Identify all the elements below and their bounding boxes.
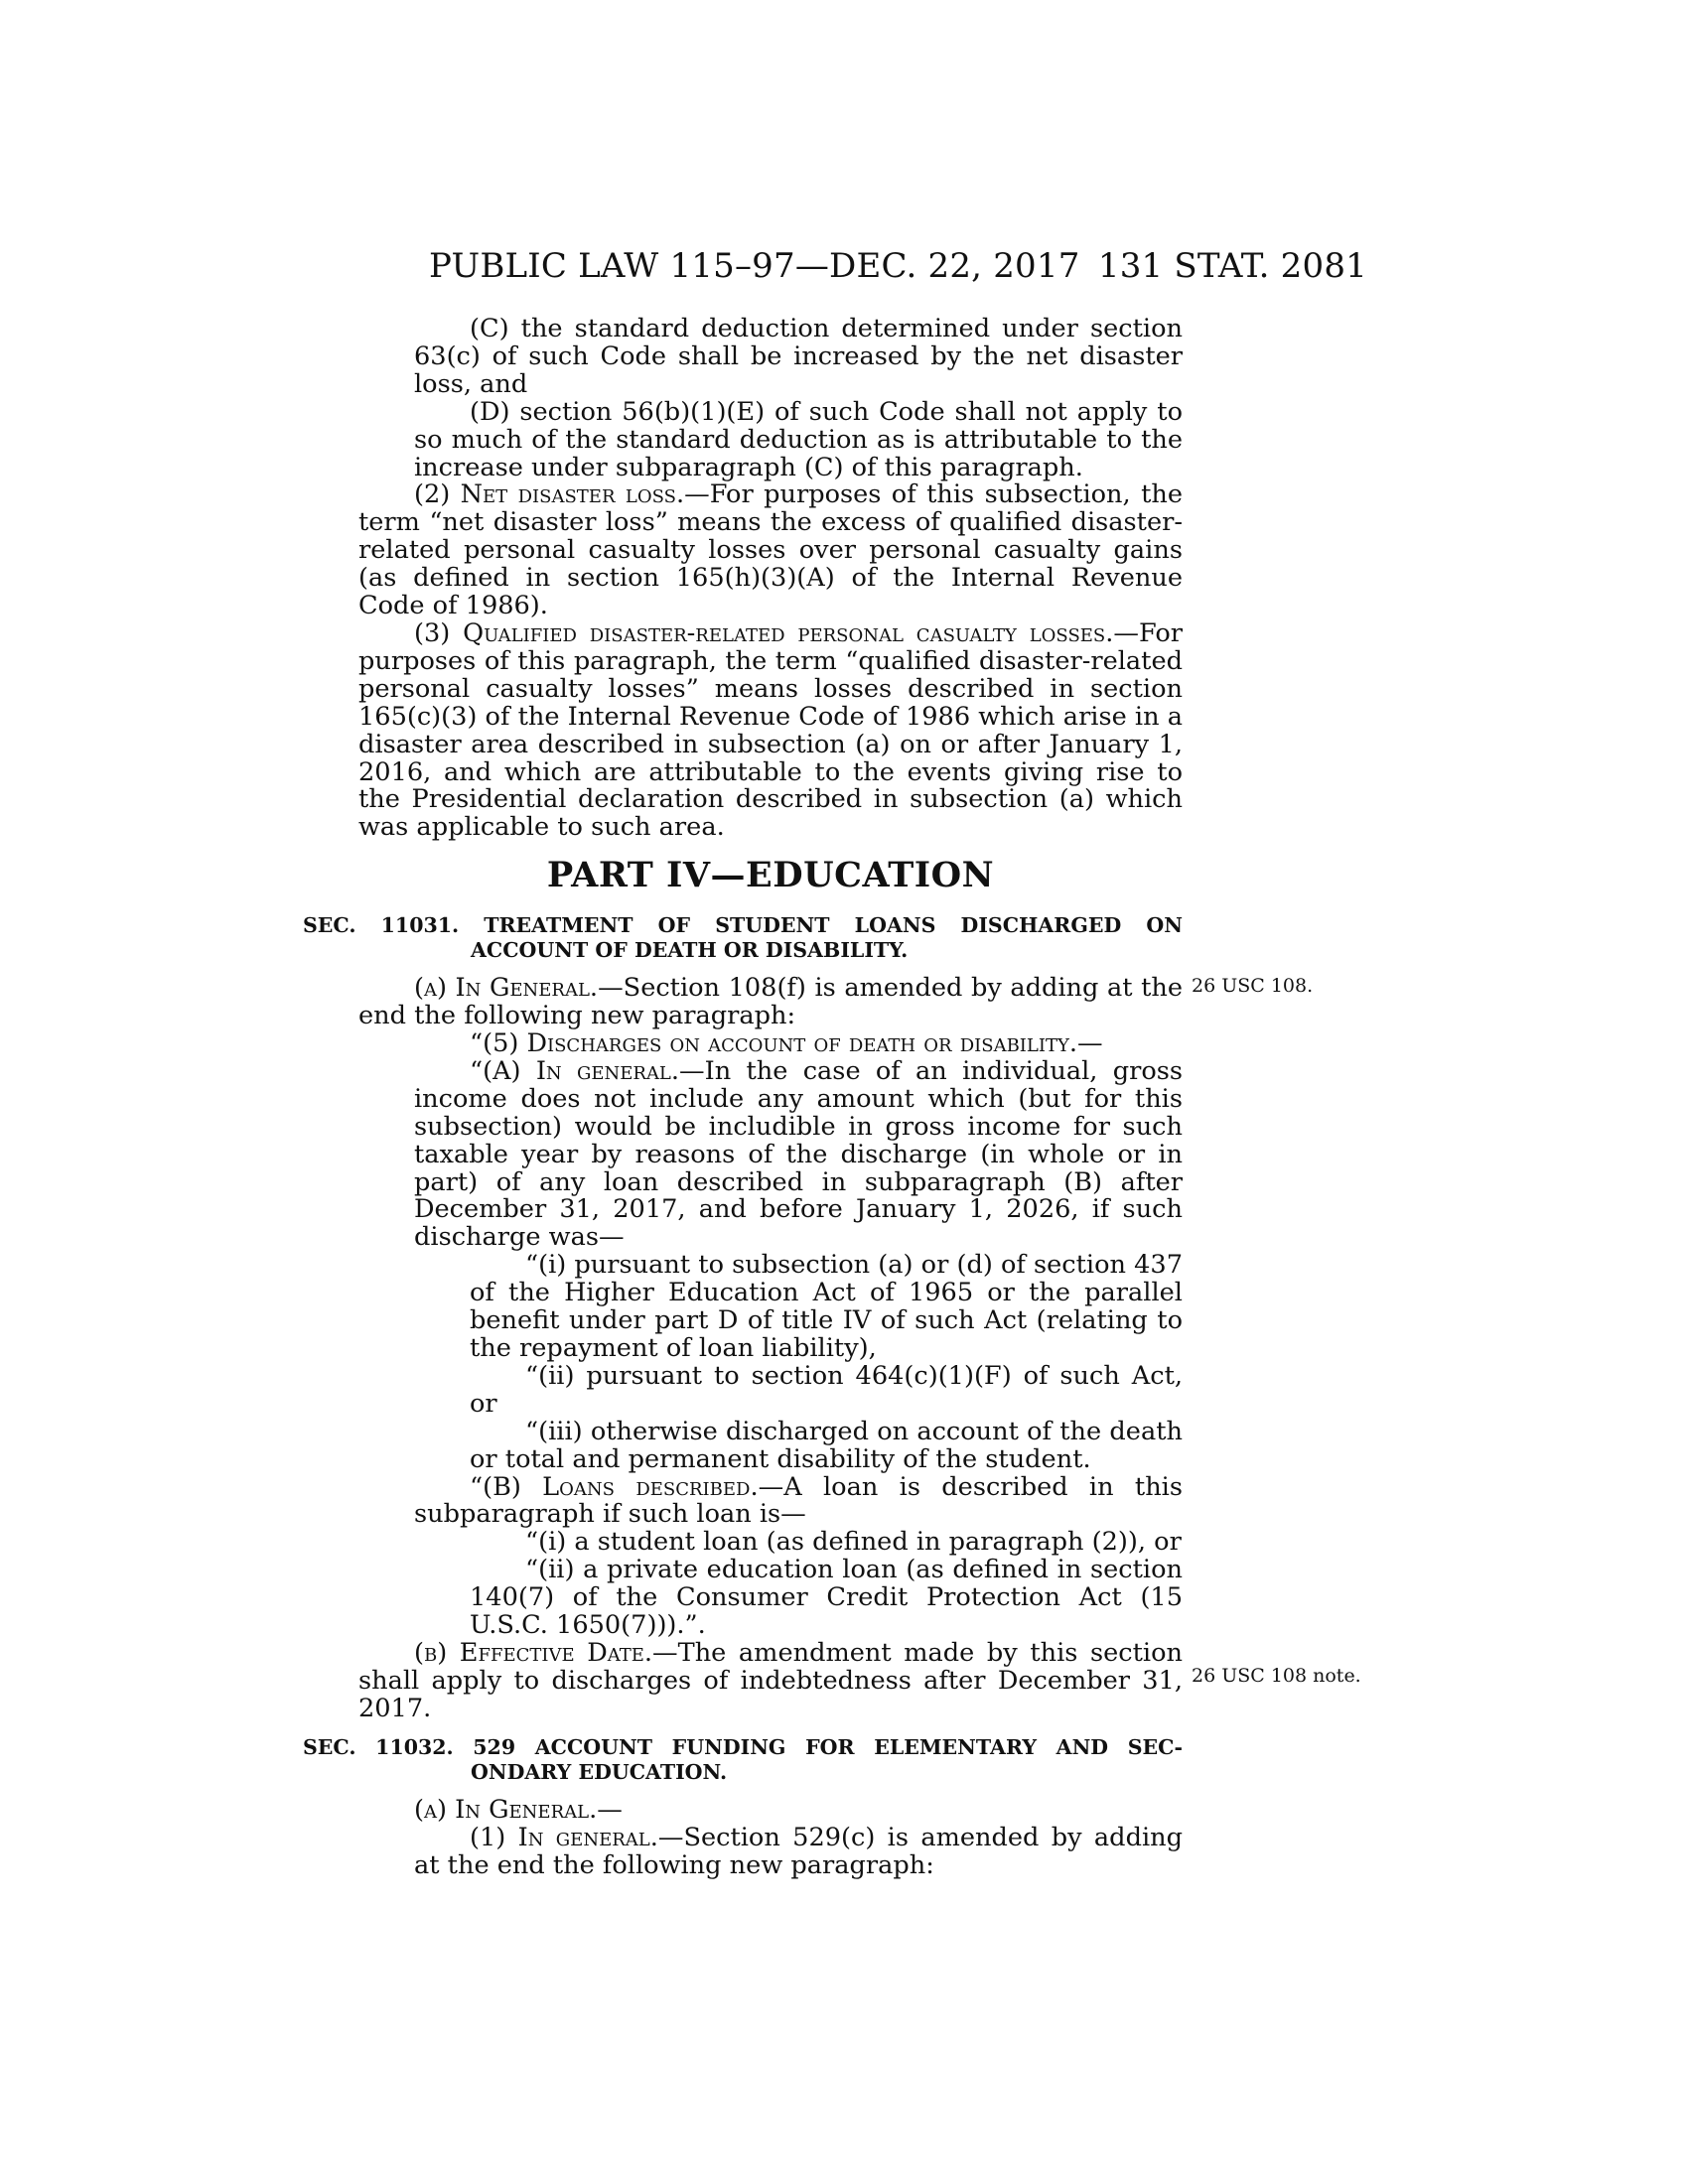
main-text-column: [303, 314, 1184, 1880]
subsection-a-text: —Section 108(f) is amended by adding at the end the following new paragraph:: [358, 973, 1183, 1031]
subsection-b-text: —The amendment made by this section shall apply to discharges of indebtedness after December 31, 2017.: [358, 1637, 1183, 1723]
running-header-title: PUBLIC LAW 115–97—DEC. 22, 2017: [429, 246, 1080, 286]
section-11031-heading-line-1: SEC. 11031. TREATMENT OF STUDENT LOANS DISCHARGED ON: [303, 913, 1183, 938]
section-11031-heading-line-2: ACCOUNT OF DEATH OR DISABILITY.: [471, 938, 909, 963]
section-11032-paragraph-1-text: —Section 529(c) is amended by adding at the end the following new paragraph:: [414, 1822, 1183, 1880]
subsection-b-effective-date: [358, 1637, 1183, 1723]
quoted-subparagraph-b: [414, 1471, 1184, 1530]
quoted-subparagraph-a-text: —In the case of an individual, gross income does not include any amount which (but for this subsection) would be includible in gross income for such taxable year by reasons of the discharge (in whole or in part) of any loan described in subparagraph (B) after December 31, 2017, and before January 1, 2026, if such discharge was—: [414, 1055, 1183, 1253]
quoted-clause-ii: “(ii) pursuant to section 464(c)(1)(F) of such Act, or: [470, 1360, 1183, 1419]
paragraph-2-net-disaster-loss: [358, 481, 1183, 620]
paragraph-3-qualified-losses: [358, 617, 1183, 843]
margin-note-26-usc-108: 26 USC 108.: [1192, 975, 1314, 997]
quoted-paragraph-5: [414, 1030, 1183, 1058]
section-11031-heading: [303, 913, 1183, 963]
quoted-paragraph-5-dash: —: [1077, 1028, 1103, 1059]
subsection-a-in-general: [358, 975, 1183, 1030]
paragraph-3-text: —For purposes of this paragraph, the term “qualified disaster-related personal casualty losses” means losses described in section 165(c)(3) of the Internal Revenue Code of 1986 which arise in a disaster area described in subsection (a) on or after January 1, 2016, and which are attributable to the events giving rise to the Presidential declaration described in subsection (a) which was applicable to such area.: [358, 617, 1183, 843]
quoted-b-clause-ii: “(ii) a private education loan (as defined in section 140(7) of the Consumer Credit Protection Act (15 U.S.C. 1650(7))).”.: [470, 1555, 1183, 1641]
quoted-subparagraph-a: [414, 1055, 1183, 1253]
paragraph-2-text: —For purposes of this subsection, the term “net disaster loss” means the excess of qualified disaster-related personal casualty losses over personal casualty gains (as defined in section 165(h)(3)(A) of the Internal Revenue Code of 1986).: [358, 479, 1183, 621]
quoted-paragraph-5-heading: “(5) Discharges on account of death or disability.: [470, 1028, 1077, 1059]
paragraph-2-heading: (2) Net disaster loss.: [414, 479, 685, 510]
section-11032-paragraph-1-heading: (1) In general.: [470, 1822, 658, 1852]
quoted-b-clause-i: “(i) a student loan (as defined in paragraph (2)), or: [525, 1527, 1182, 1558]
quoted-clause-i: “(i) pursuant to subsection (a) or (d) of section 437 of the Higher Education Act of 1965 or the parallel benefit under part D of title IV of such Act (relating to the repayment of loan liability),: [470, 1250, 1183, 1363]
paragraph-3-heading: (3) Qualified disaster-related personal casualty losses.: [414, 617, 1114, 648]
section-11032-subsection-a: [358, 1794, 1183, 1825]
section-11032-heading-line-2: ONDARY EDUCATION.: [471, 1759, 728, 1784]
quoted-subparagraph-a-heading: “(A) In general.: [470, 1055, 680, 1086]
section-11032-heading: [303, 1735, 1183, 1785]
margin-note-26-usc-108-note: 26 USC 108 note.: [1192, 1665, 1361, 1687]
section-11032-heading-line-1: SEC. 11032. 529 ACCOUNT FUNDING FOR ELEMENTARY AND SEC-: [303, 1734, 1183, 1759]
section-11032-paragraph-1: [414, 1822, 1183, 1880]
running-header-page-number: 131 STAT. 2081: [1097, 246, 1367, 286]
subparagraph-c: (C) the standard deduction determined under section 63(c) of such Code shall be increased by the net disaster loss, and: [414, 314, 1183, 399]
part-heading: PART IV—EDUCATION: [546, 855, 995, 896]
quoted-subparagraph-b-heading: “(B) Loans described.: [470, 1471, 759, 1502]
subsection-a-heading: (a) In General.: [414, 973, 599, 1004]
subsection-b-heading: (b) Effective Date.: [414, 1637, 653, 1668]
quoted-subparagraph-b-text: —A loan is described in this subparagraph if such loan is—: [414, 1471, 1184, 1530]
section-11032-subsection-a-heading: (a) In General.: [414, 1794, 598, 1825]
subparagraph-d: (D) section 56(b)(1)(E) of such Code shall not apply to so much of the standard deduction as is attributable to the increase under subparagraph (C) of this paragraph.: [414, 396, 1183, 482]
quoted-clause-iii: “(iii) otherwise discharged on account of the death or total and permanent disability of the student.: [470, 1416, 1183, 1474]
section-11032-subsection-a-dash: —: [597, 1794, 623, 1825]
